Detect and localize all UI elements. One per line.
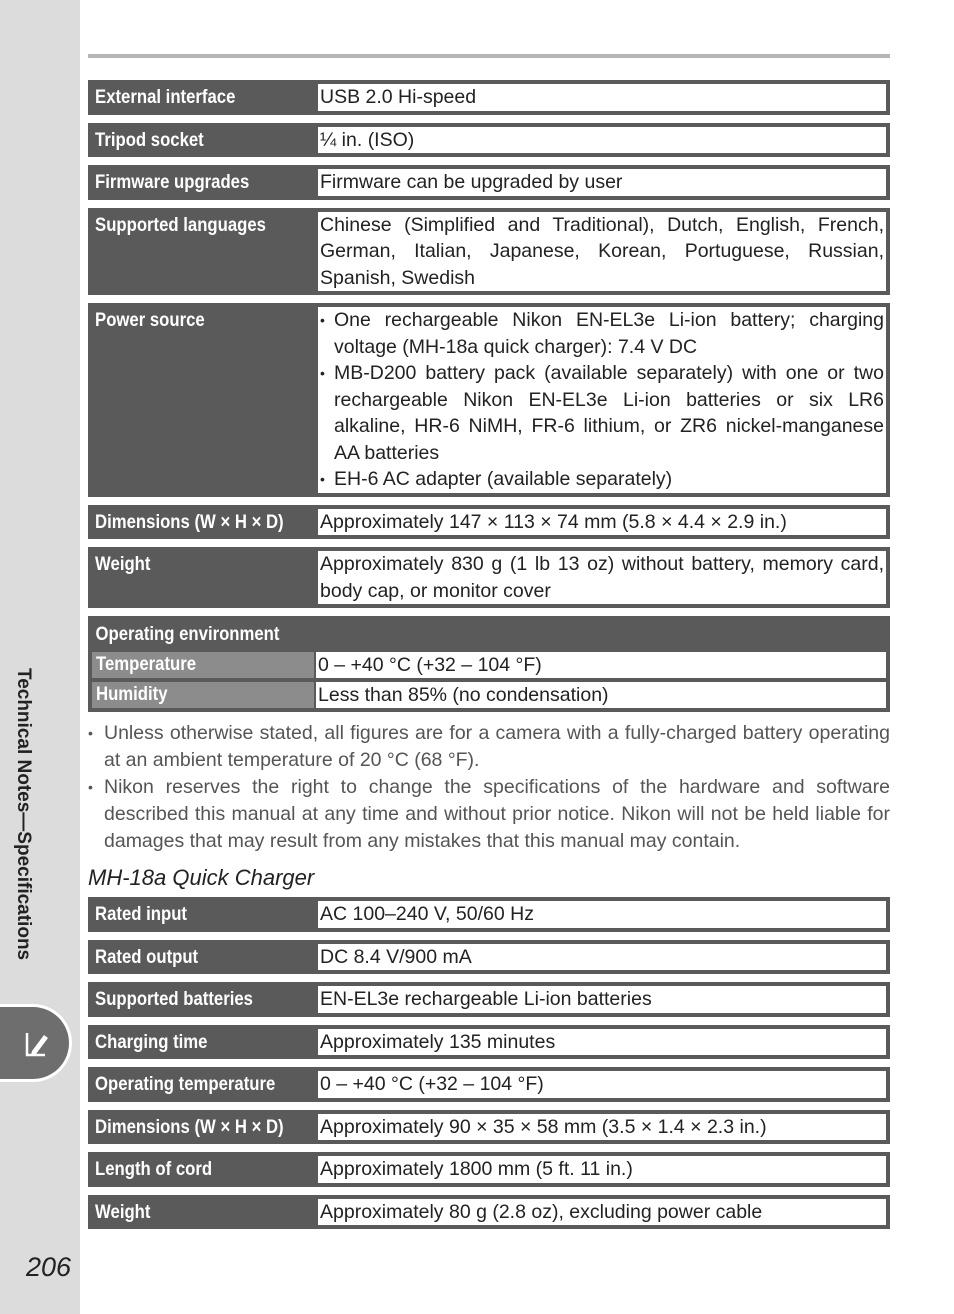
env-value: Less than 85% (no condensation) (316, 682, 886, 708)
sidebar-strip (0, 0, 80, 1314)
spec-row-tripod-socket (88, 123, 890, 158)
spec-value: Approximately 135 minutes (318, 1029, 886, 1056)
spec-label: Supported languages (95, 214, 266, 236)
spec-notes (88, 720, 890, 855)
spec-row-weight (88, 547, 890, 608)
charger-row-supported-batteries (88, 982, 890, 1017)
spec-row-supported-languages (88, 208, 890, 296)
charger-row-length-of-cord (88, 1152, 890, 1187)
spec-label: Tripod socket (95, 129, 204, 151)
spec-value: ¼ in. (ISO) (318, 127, 886, 154)
operating-environment-heading: Operating environment (95, 624, 280, 645)
spec-label: Length of cord (95, 1159, 213, 1180)
spec-row-firmware-upgrades (88, 165, 890, 200)
env-value: 0 – +40 °C (+32 – 104 °F) (316, 652, 886, 678)
note-item: • Nikon reserves the right to change the specifications of the hardware and software described this manual at any time and without prior notice. Nikon will not be held liable for damages that may result from any mistakes that this manual may contain. (88, 774, 890, 855)
charger-row-dimensions (88, 1110, 890, 1145)
spec-label: Power source (95, 310, 205, 331)
spec-label: Charging time (95, 1031, 208, 1053)
spec-label: Weight (95, 554, 151, 575)
spec-value: Firmware can be upgraded by user (318, 169, 886, 196)
charger-row-rated-input (88, 897, 890, 932)
spec-content (88, 80, 890, 1237)
note-item: • Unless otherwise stated, all figures are for a camera with a fully-charged battery operating at an ambient temperature of 20 °C (68 °F). (88, 720, 890, 774)
spec-label: Rated output (95, 946, 199, 968)
env-label-text: Temperature (96, 654, 197, 675)
spec-row-external-interface (88, 80, 890, 115)
charger-row-operating-temperature (88, 1067, 890, 1102)
operating-environment-block (88, 616, 890, 712)
spec-label: Supported batteries (95, 989, 253, 1010)
spec-row-power-source (88, 303, 890, 497)
spec-value: Approximately 830 g (1 lb 13 oz) without battery, memory card, body cap, or monitor cover (318, 551, 886, 604)
spec-label: Dimensions (W × H × D) (95, 1116, 284, 1138)
spec-value: Approximately 147 × 113 × 74 mm (5.8 × 4.4 × 2.9 in.) (318, 509, 886, 536)
sidebar-section-title: Technical Notes—Specifications (13, 668, 34, 961)
charger-row-charging-time (88, 1025, 890, 1060)
page-number: 206 (26, 1252, 72, 1282)
spec-value: Chinese (Simplified and Traditional), Dutch, English, French, German, Italian, Japanese, Korean, Portuguese, Russian, Spanish, Swedish (318, 212, 886, 292)
spec-label: External interface (95, 87, 236, 108)
env-label-text: Humidity (96, 684, 168, 705)
spec-label: Dimensions (W × H × D) (95, 511, 284, 533)
spec-value: DC 8.4 V/900 mA (318, 944, 886, 971)
pencil-icon (24, 1029, 50, 1059)
spec-label: Weight (95, 1201, 151, 1223)
list-item: • One rechargeable Nikon EN-EL3e Li-ion battery; charging voltage (MH-18a quick charger): 7.4 V DC (320, 307, 884, 360)
top-rule (88, 54, 890, 58)
spec-value: EN-EL3e rechargeable Li-ion batteries (318, 986, 886, 1013)
spec-value: AC 100–240 V, 50/60 Hz (318, 901, 886, 928)
charger-section-title: MH-18a Quick Charger (88, 865, 315, 890)
spec-value (318, 307, 886, 493)
env-row-temperature (92, 652, 886, 678)
charger-row-rated-output (88, 940, 890, 975)
spec-value: Approximately 80 g (2.8 oz), excluding power cable (318, 1199, 886, 1226)
spec-value: USB 2.0 Hi-speed (318, 84, 886, 111)
spec-value: Approximately 1800 mm (5 ft. 11 in.) (318, 1156, 886, 1183)
env-row-humidity (92, 682, 886, 708)
spec-label: Operating temperature (95, 1074, 276, 1095)
spec-label: Rated input (95, 904, 187, 925)
charger-row-weight (88, 1195, 890, 1230)
spec-row-dimensions (88, 505, 890, 540)
list-item: • MB-D200 battery pack (available separately) with one or two rechargeable Nikon EN-EL3e Li-ion batteries or six LR6 alkaline, HR-6 NiMH, FR-6 lithium, or ZR6 nickel-manganese AA batteries (320, 360, 884, 466)
spec-label: Firmware upgrades (95, 172, 250, 193)
list-item: • EH-6 AC adapter (available separately) (320, 466, 884, 493)
env-label (92, 682, 314, 708)
power-source-list (320, 307, 884, 493)
env-label (92, 652, 314, 678)
spec-value: 0 – +40 °C (+32 – 104 °F) (318, 1071, 886, 1098)
spec-value: Approximately 90 × 35 × 58 mm (3.5 × 1.4 × 2.3 in.) (318, 1114, 886, 1141)
